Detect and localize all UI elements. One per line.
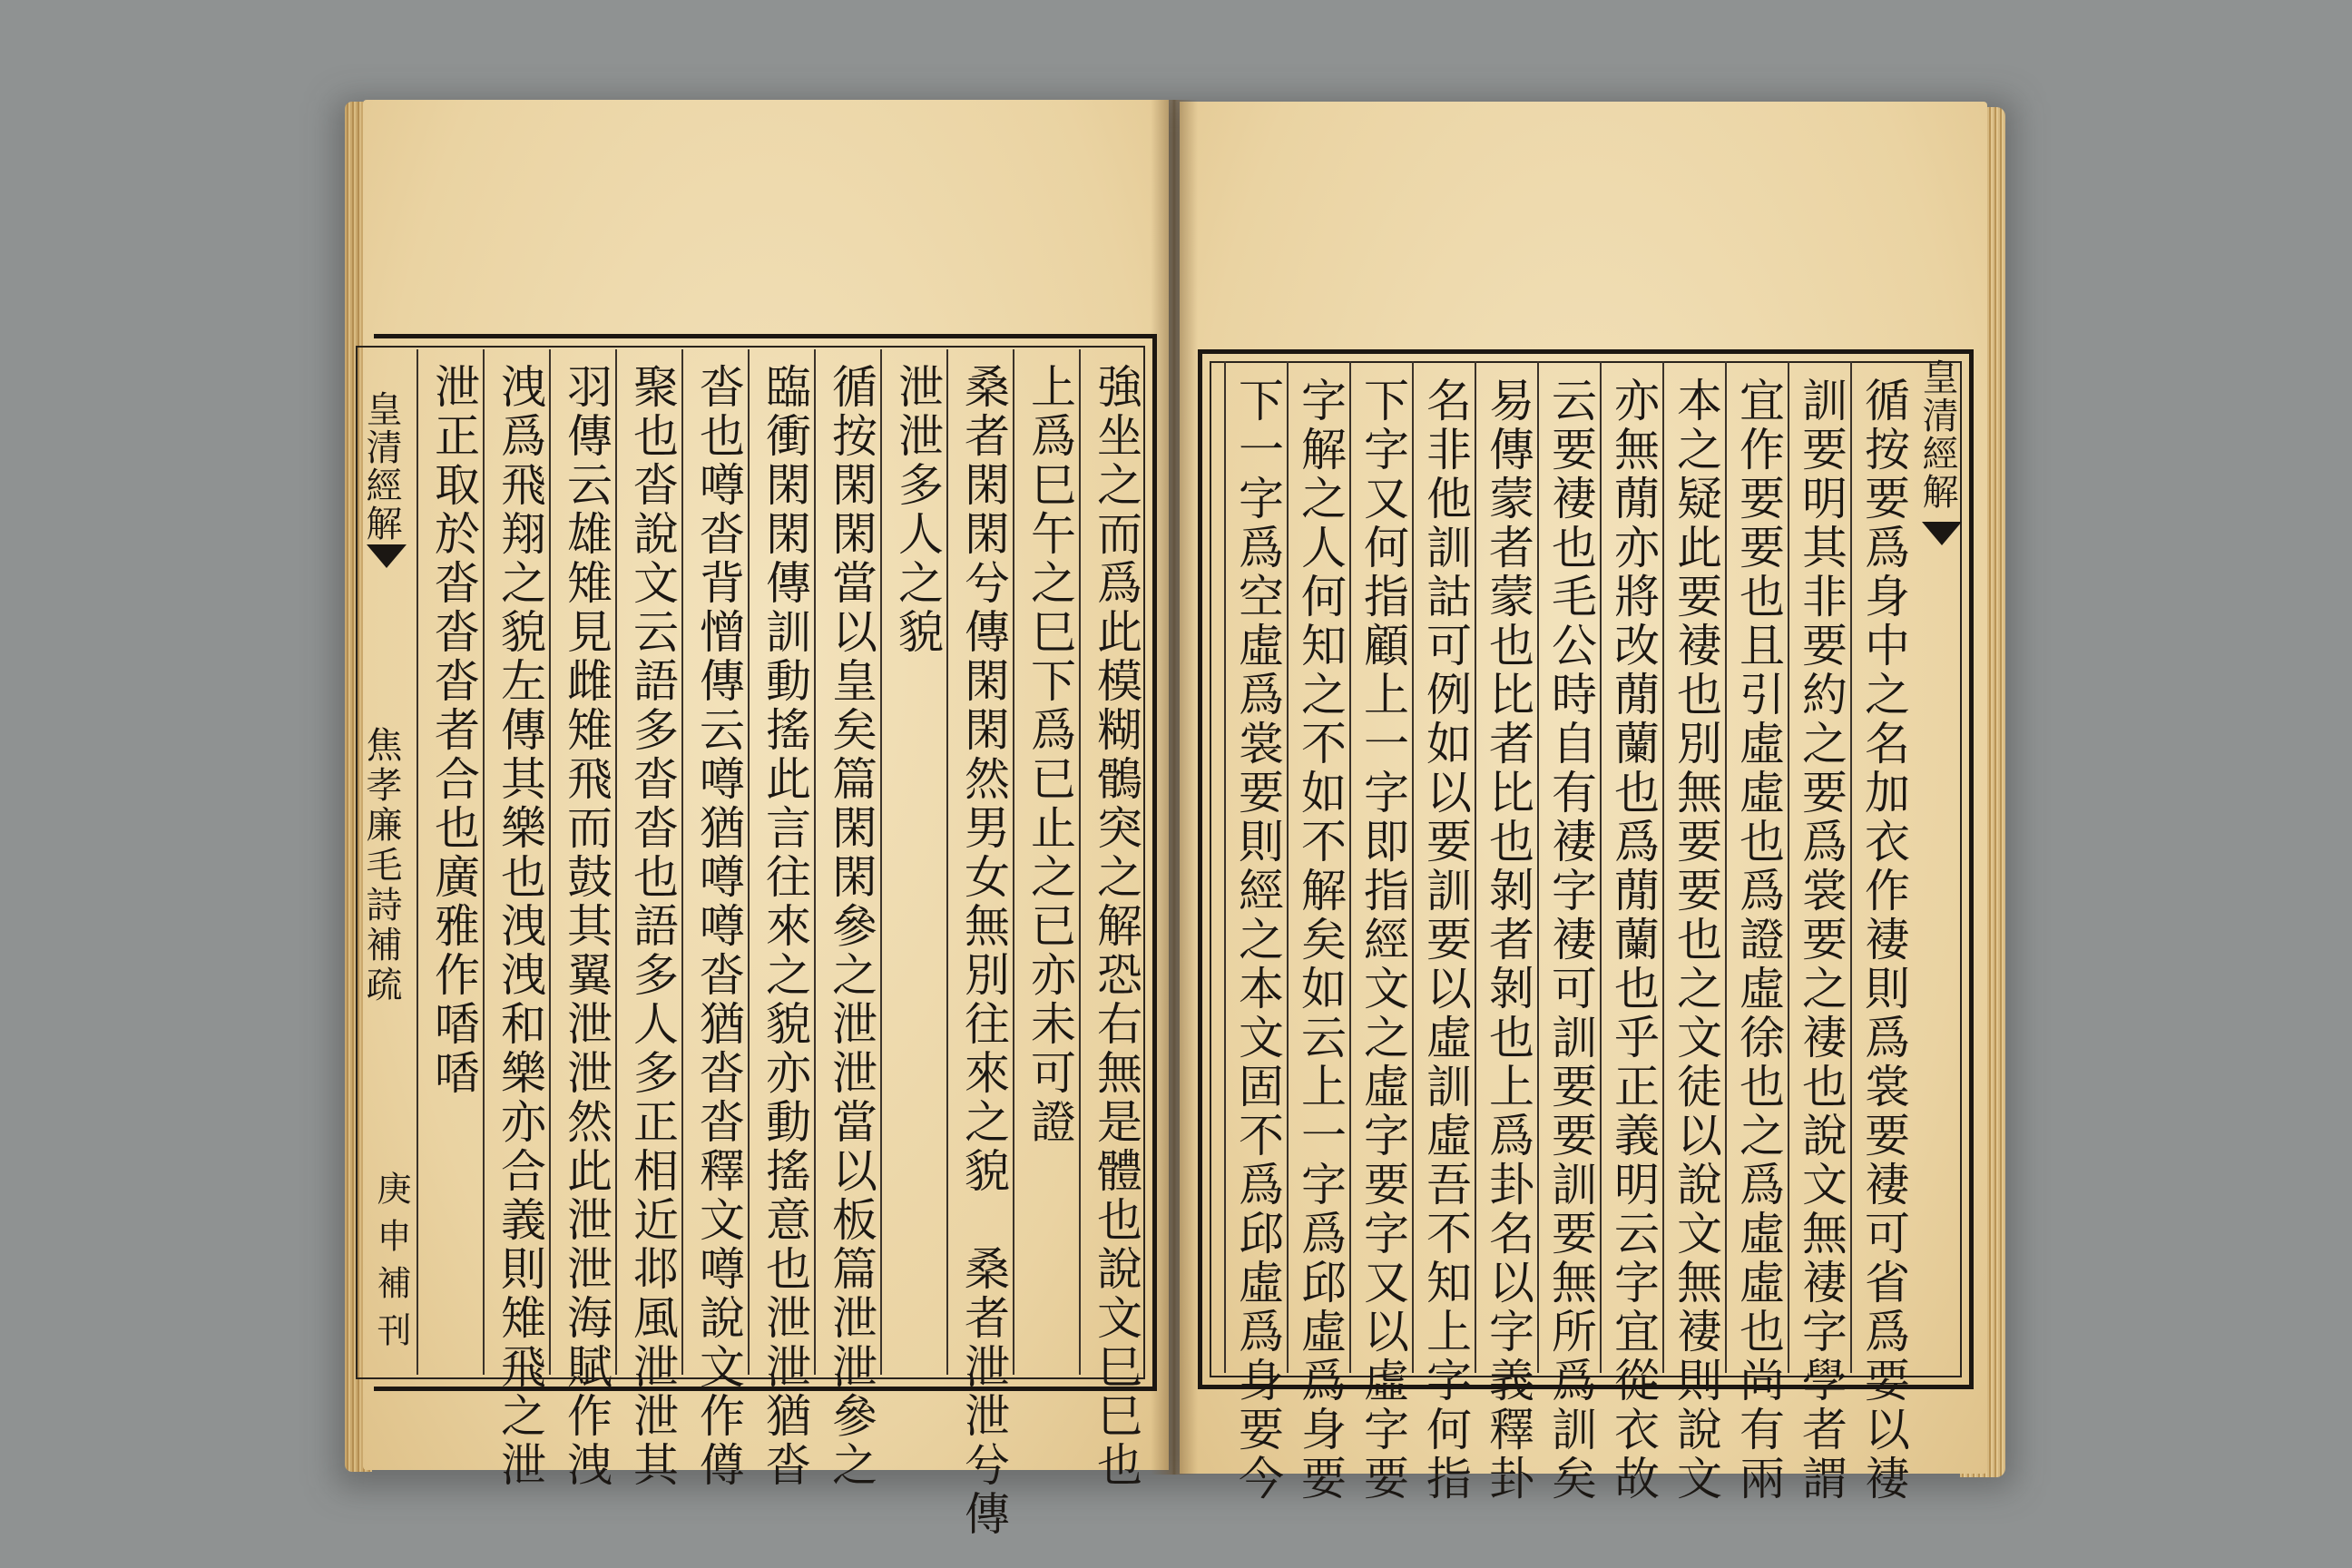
left-margin-subtitle: 焦孝廉毛詩補疏 bbox=[360, 726, 402, 1005]
right-text-column: 云要褄也毛公時自有褄字褄可訓要要訓要無所爲訓矣 bbox=[1544, 377, 1597, 1504]
left-text-column: 洩爲飛翔之貌左傳其樂也洩洩和樂亦合義則雉飛之泄 bbox=[494, 363, 546, 1490]
right-text-column: 訓要明其非要約之要爲裳要之褄也說文無褄字學者謂 bbox=[1795, 377, 1847, 1504]
right-text-column: 循按要爲身中之名加衣作褄則爲裳要褄可省爲要以褄 bbox=[1857, 377, 1910, 1504]
left-column-rule bbox=[1079, 349, 1081, 1375]
left-text-column: 聚也沓說文云語多沓沓也語多人多正相近邶風泄泄其 bbox=[626, 363, 679, 1490]
right-text-column: 本之疑此要褄也別無要要也之文徒以說文無褄則說文 bbox=[1670, 377, 1722, 1504]
right-text-column: 名非他訓詁可例如以要訓要以虛訓虛吾不知上字何指 bbox=[1419, 377, 1472, 1504]
left-text-column: 泄正取於沓沓沓者合也廣雅作㗍㗍 bbox=[427, 363, 480, 1098]
right-margin-title: 皇清經解 bbox=[1916, 358, 1958, 511]
right-column-rule bbox=[1725, 361, 1727, 1373]
left-fishtail-mark bbox=[367, 544, 407, 568]
left-column-rule bbox=[416, 349, 418, 1375]
right-fishtail-mark bbox=[1922, 522, 1962, 545]
right-column-rule bbox=[1662, 361, 1664, 1373]
left-column-rule bbox=[814, 349, 816, 1375]
left-text-column: 上爲巳午之巳下爲已止之已亦未可證 bbox=[1024, 363, 1076, 1147]
left-text-column: 強坐之而爲此模糊鶻突之解恐右無是體也說文巳巳也 bbox=[1090, 363, 1142, 1490]
left-text-column: 桑者閑閑兮傳閑閑然男女無別往來之貌 桑者泄泄兮傳 bbox=[957, 363, 1010, 1539]
right-column-rule bbox=[1788, 361, 1789, 1373]
left-text-column: 泄泄多人之貌 bbox=[891, 363, 944, 657]
right-column-rule bbox=[1224, 361, 1226, 1373]
right-column-rule bbox=[1475, 361, 1476, 1373]
left-column-rule bbox=[1013, 349, 1014, 1375]
right-text-column: 下字又何指顧上一字即指經文之虛字要字又以虛字要 bbox=[1357, 377, 1409, 1504]
right-text-column: 字解之人何知之不如不解矣如云上一字爲邱虛爲身要 bbox=[1294, 377, 1347, 1504]
left-text-column: 羽傳云雄雉見雌雉飛而鼓其翼泄泄然此泄泄海賦作洩 bbox=[560, 363, 612, 1490]
right-column-rule bbox=[1349, 361, 1351, 1373]
right-column-rule bbox=[1537, 361, 1539, 1373]
left-margin-title: 皇清經解 bbox=[360, 390, 402, 543]
left-text-column: 臨衝閑閑傳訓動搖此言往來之貌亦動搖意也泄泄猶沓 bbox=[759, 363, 811, 1490]
left-column-rule bbox=[483, 349, 485, 1375]
right-text-column: 宜作要要也且引虛虛也爲證虛徐也之爲虛虛也尚有兩 bbox=[1732, 377, 1785, 1504]
left-column-rule bbox=[681, 349, 683, 1375]
right-column-rule bbox=[1850, 361, 1852, 1373]
left-margin-footer: 庚申補刊 bbox=[371, 1171, 411, 1359]
left-column-rule bbox=[549, 349, 551, 1375]
right-text-column: 下一字爲空虛爲裳要則經之本文固不爲邱虛爲身要今 bbox=[1231, 377, 1284, 1504]
right-text-column: 易傳蒙者蒙也比者比也剝者剝也上爲卦名以字義釋卦 bbox=[1482, 377, 1534, 1504]
left-column-rule bbox=[748, 349, 750, 1375]
book-gutter bbox=[1151, 100, 1198, 1475]
right-column-rule bbox=[1412, 361, 1414, 1373]
left-column-rule bbox=[615, 349, 617, 1375]
left-text-column: 循按閑閑當以皇矣篇閑閑參之泄泄當以板篇泄泄參之 bbox=[825, 363, 877, 1490]
left-text-column: 沓也噂沓背憎傳云噂猶噂噂沓猶沓沓釋文噂說文作僔 bbox=[692, 363, 745, 1490]
left-column-rule bbox=[880, 349, 882, 1375]
right-column-rule bbox=[1600, 361, 1602, 1373]
right-text-column: 亦無蕑亦將改蕑蘭也爲蕑蘭也乎正義明云字宜從衣故 bbox=[1607, 377, 1660, 1504]
left-column-rule bbox=[946, 349, 948, 1375]
right-column-rule bbox=[1287, 361, 1289, 1373]
